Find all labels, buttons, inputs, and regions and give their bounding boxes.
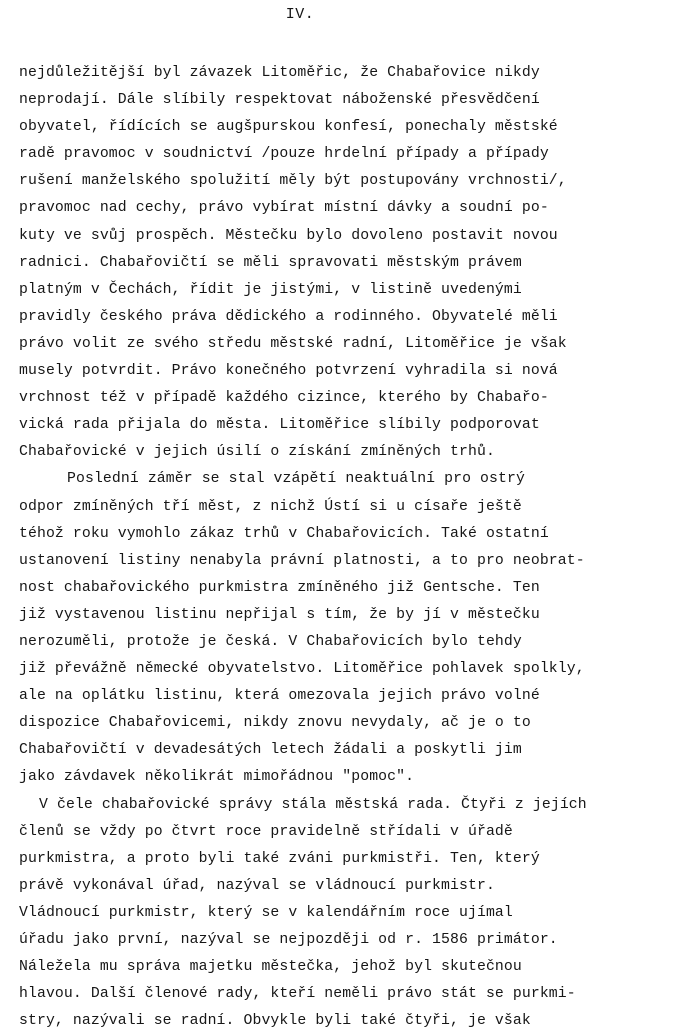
- text-line: vrchnost též v případě každého cizince, kterého by Chabařo-: [19, 390, 549, 407]
- text-line: členů se vždy po čtvrt roce pravidelně střídali v úřadě: [19, 823, 513, 840]
- text-line: Vládnoucí purkmistr, který se v kalendářním roce ujímal: [19, 904, 513, 921]
- text-line: radě pravomoc v soudnictví /pouze hrdelní případy a případy: [19, 146, 549, 163]
- text-line: ustanovení listiny nenabyla právní platnosti, a to pro neobrat-: [19, 552, 585, 569]
- text-line: rušení manželského spolužití měly být postupovány vrchnosti/,: [19, 173, 567, 190]
- text-line: platným v Čechách, řídit je jistými, v listině uvedenými: [19, 281, 522, 298]
- text-line: obyvatel, řídících se augšpurskou konfesí, ponechaly městské: [19, 119, 558, 136]
- text-line: kuty ve svůj prospěch. Městečku bylo dovoleno postavit novou: [19, 227, 558, 244]
- text-line: téhož roku vymohlo zákaz trhů v Chabařovicích. Také ostatní: [19, 525, 549, 542]
- body-text: [19, 60, 679, 1035]
- text-line: již vystavenou listinu nepřijal s tím, že by jí v městečku: [19, 606, 540, 623]
- text-line: úřadu jako první, nazýval se nejpozději od r. 1586 primátor.: [19, 932, 558, 948]
- text-line: Náležela mu správa majetku městečka, jehož byl skutečnou: [19, 959, 522, 976]
- text-line: nost chabařovického purkmistra zmíněného již Gentsche. Ten: [19, 579, 540, 596]
- paragraph-first-line: V čele chabařovické správy stála městská rada. Čtyři z jejích: [39, 796, 587, 813]
- text-line: nejdůležitější byl závazek Litoměřic, že Chabařovice nikdy: [19, 65, 540, 81]
- text-line: dispozice Chabařovicemi, nikdy znovu nevydaly, ač je o to: [19, 715, 531, 732]
- text-line: pravomoc nad cechy, právo vybírat místní dávky a soudní po-: [19, 200, 549, 217]
- text-line: neprodají. Dále slíbily respektovat náboženské přesvědčení: [19, 92, 540, 109]
- text-line: odpor zmíněných tří měst, z nichž Ústí si u císaře ještě: [19, 498, 522, 515]
- paragraph-first-line: Poslední záměr se stal vzápětí neaktuální pro ostrý: [67, 471, 525, 488]
- text-line: právě vykonával úřad, nazýval se vládnoucí purkmistr.: [19, 877, 495, 894]
- text-line: hlavou. Další členové rady, kteří neměli právo stát se purkmi-: [19, 986, 576, 1003]
- text-line: právo volit ze svého středu městské radní, Litoměřice je však: [19, 335, 567, 352]
- text-line: ale na oplátku listinu, která omezovala jejich právo volné: [19, 688, 540, 705]
- text-line: Chabařovické v jejich úsilí o získání zmíněných trhů.: [19, 444, 495, 461]
- text-line: již převážně německé obyvatelstvo. Litoměřice pohlavek spolkly,: [19, 661, 585, 678]
- text-line: vická rada přijala do města. Litoměřice slíbily podporovat: [19, 417, 540, 434]
- text-line: radnici. Chabařovičtí se měli spravovati městským právem: [19, 254, 522, 271]
- text-line: stry, nazývali se radní. Obvykle byli také čtyři, je však: [19, 1013, 531, 1030]
- text-line: purkmistra, a proto byli také zváni purkmistři. Ten, který: [19, 850, 540, 867]
- text-line: nerozuměli, protože je česká. V Chabařovicích bylo tehdy: [19, 633, 522, 650]
- text-line: jako závdavek několikrát mimořádnou "pomoc".: [19, 769, 415, 786]
- text-line: Chabařovičtí v devadesátých letech žádali a poskytli jim: [19, 742, 522, 759]
- text-line: musely potvrdit. Právo konečného potvrzení vyhradila si nová: [19, 363, 558, 380]
- page-number: IV.: [285, 6, 315, 23]
- text-line: pravidly českého práva dědického a rodinného. Obyvatelé měli: [19, 308, 558, 325]
